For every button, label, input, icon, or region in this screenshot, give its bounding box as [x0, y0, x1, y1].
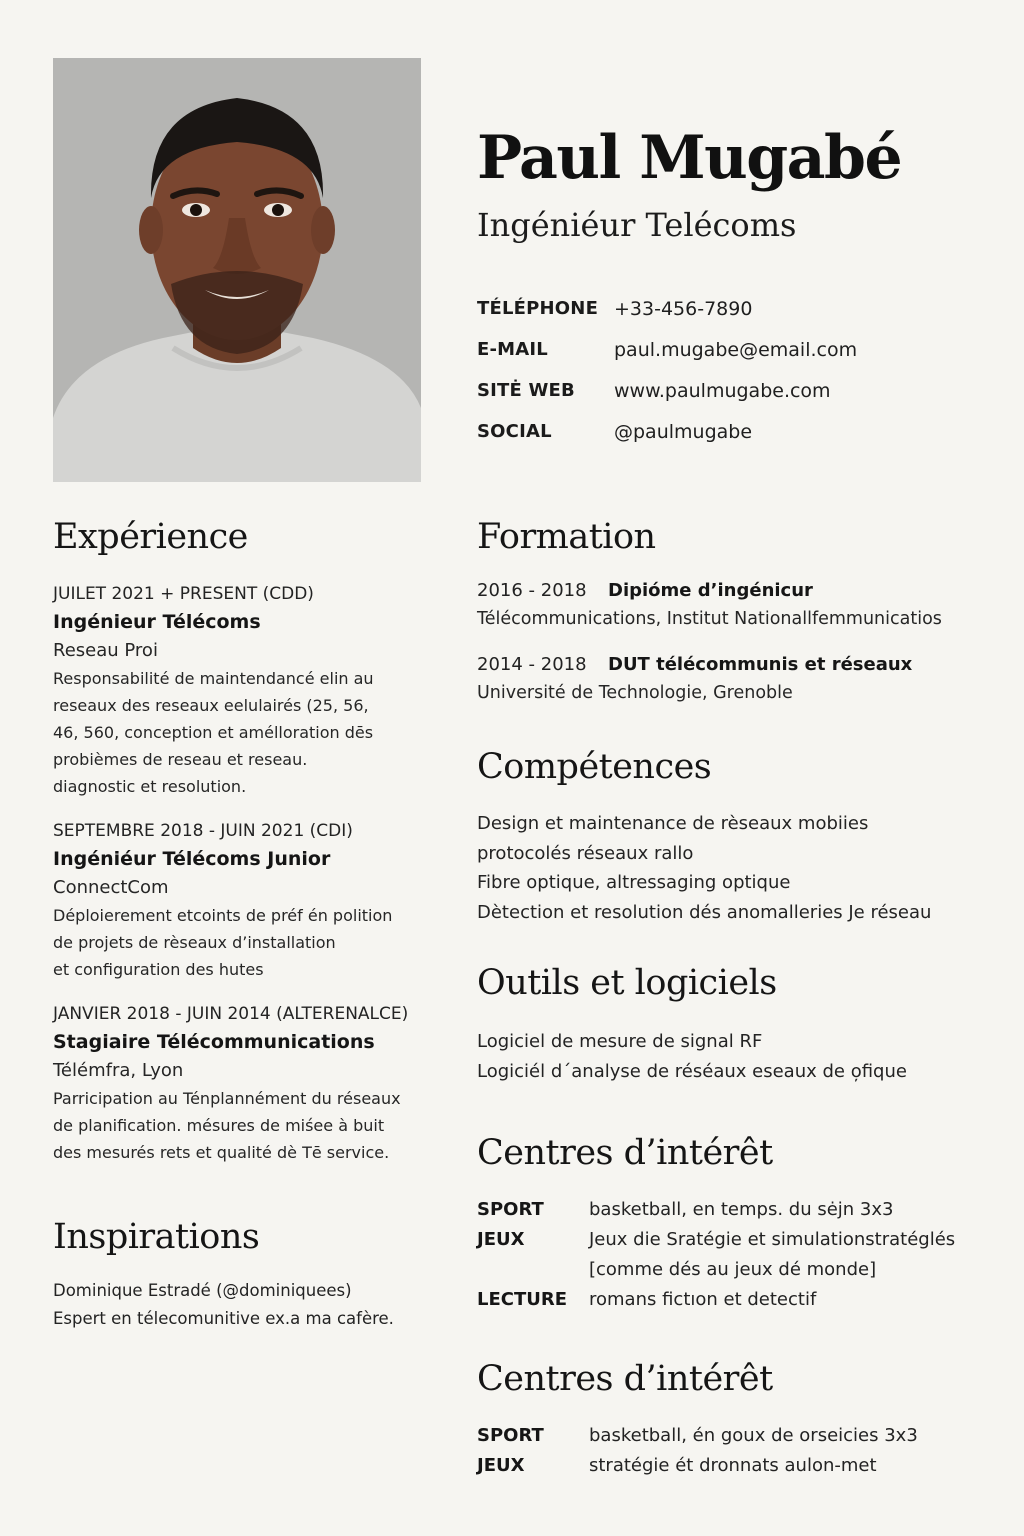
contact-value: paul.mugabe@email.com: [614, 338, 858, 361]
description-line: 46, 560, conception et amélloration dēs: [53, 723, 374, 742]
profile-photo: [53, 58, 421, 482]
experience-heading: Expérience: [53, 517, 248, 557]
contact-social: [477, 411, 997, 452]
skills-heading: Compétences: [477, 747, 712, 787]
contact-label: SOCIAL: [477, 421, 552, 442]
education-heading: Formation: [477, 517, 656, 557]
education-school: Université de Technologie, Grenoble: [477, 683, 793, 703]
interests-section: [477, 1131, 997, 1315]
interests-heading: Centres d’intérêt: [477, 1359, 773, 1399]
description-line: Responsabilité de maintendancé elin au: [53, 669, 374, 688]
interest-row: [477, 1421, 997, 1451]
interest-label: LECTURE: [477, 1289, 568, 1310]
experience-company: ConnectCom: [53, 877, 169, 898]
contact-label: TÉLÉPHONE: [477, 298, 599, 319]
description-line: reseaux des reseaux eelulairés (25, 56,: [53, 696, 369, 715]
education-degree: Dipióme d’ingénicur: [608, 580, 813, 601]
interest-value: romans fictıon et detectif: [589, 1289, 817, 1310]
contact-value: @paulmugabe: [614, 420, 753, 443]
description-line: de projets de rèseaux d’installation: [53, 933, 336, 952]
experience-period: JUILET 2021 + PRESENT (CDD): [53, 584, 314, 604]
education-degree: DUT télécommunis et réseaux: [608, 654, 913, 675]
education-item: [477, 577, 997, 633]
contact-email: [477, 329, 997, 370]
experience-description: [53, 665, 433, 800]
tools-section: [477, 961, 997, 1086]
interest-row: [477, 1285, 997, 1315]
interest-label: SPORT: [477, 1199, 544, 1220]
contact-phone: [477, 288, 997, 329]
contact-value: www.paulmugabe.com: [614, 379, 831, 402]
contact-list: [477, 288, 997, 452]
experience-item: [53, 581, 433, 800]
education-years: 2014 - 2018: [477, 654, 587, 675]
description-line: de planification. mésures de miśee à buit: [53, 1116, 385, 1135]
education-item: [477, 651, 997, 707]
interest-row: [477, 1225, 997, 1255]
inspirations-heading: Inspirations: [53, 1217, 260, 1257]
interest-value: basketball, en temps. du sėjn 3x3: [589, 1199, 894, 1220]
experience-period: SEPTEMBRE 2018 - JUIN 2021 (CDI): [53, 821, 353, 841]
skill-line: Fibre optique, altressaging optique: [477, 872, 791, 893]
contact-value: +33-456-7890: [614, 297, 753, 320]
tool-line: Logiciél d´analyse de réséaux eseaux de o̦fique: [477, 1060, 907, 1082]
inspiration-line: Espert en télecomunitive ex.a ma cafère.: [53, 1309, 394, 1328]
experience-title: Ingénieur Télécoms: [53, 611, 261, 633]
experience-company: Reseau Proi: [53, 640, 158, 661]
skill-line: Design et maintenance de rèseaux mobiies: [477, 813, 869, 834]
experience-section: [53, 515, 433, 1184]
interests-heading: Centres d’intérêt: [477, 1133, 773, 1173]
interest-value: stratégie ét dronnats aulon-met: [589, 1455, 877, 1476]
experience-description: [53, 1085, 433, 1166]
tool-line: Logiciel de mesure de signal RF: [477, 1031, 763, 1052]
inspiration-line: Dominique Estradé (@dominiquees): [53, 1281, 352, 1300]
interest-label: SPORT: [477, 1425, 544, 1446]
education-years: 2016 - 2018: [477, 580, 587, 601]
interest-row: [477, 1451, 997, 1481]
skills-section: [477, 745, 997, 927]
contact-website: [477, 370, 997, 411]
description-line: diagnostic et resolution.: [53, 777, 247, 796]
skill-line: Dètection et resolution dés anomalleries Je réseau: [477, 901, 932, 923]
experience-title: Stagiaire Télécommunications: [53, 1031, 375, 1053]
experience-item: [53, 1001, 433, 1166]
description-line: probièmes de reseau et reseau.: [53, 750, 308, 769]
contact-label: E-MAIL: [477, 339, 548, 360]
interests-section-secondary: [477, 1357, 997, 1481]
candidate-name: Paul Mugabé: [477, 123, 902, 193]
experience-item: [53, 818, 433, 983]
interest-label: JEUX: [477, 1455, 525, 1476]
interest-label: JEUX: [477, 1229, 525, 1250]
interest-value: [comme dés au jeux dé monde]: [589, 1259, 877, 1280]
interest-row: [477, 1255, 997, 1285]
tools-heading: Outils et logiciels: [477, 963, 777, 1003]
education-section: [477, 515, 997, 725]
interest-row: [477, 1195, 997, 1225]
interest-value: basketball, én goux de orseicies 3x3: [589, 1425, 918, 1446]
skill-line: protocolés réseaux rallo: [477, 842, 694, 864]
contact-label: SITĖ WEB: [477, 380, 575, 401]
interest-label: [477, 1255, 589, 1285]
experience-description: [53, 902, 433, 983]
education-school: Télécommunications, Institut Nationallfemmunicatios: [477, 609, 942, 629]
description-line: et configuration des hutes: [53, 960, 264, 979]
experience-company: Télémfra, Lyon: [53, 1060, 184, 1081]
description-line: Déploierement etcoints de préf én polition: [53, 906, 393, 925]
interest-value: Jeux die Sratégie et simulationstratéglés: [589, 1229, 956, 1250]
experience-title: Ingéniéur Télécoms Junior: [53, 848, 331, 870]
candidate-role: Ingéniéur Telécoms: [477, 206, 797, 244]
description-line: Parricipation au Ténplannément du réseaux: [53, 1089, 401, 1108]
description-line: des mesurés rets et qualité dè Tē service.: [53, 1143, 390, 1162]
inspirations-section: [53, 1215, 433, 1333]
experience-period: JANVIER 2018 - JUIN 2014 (ALTERENALCE): [53, 1004, 409, 1024]
